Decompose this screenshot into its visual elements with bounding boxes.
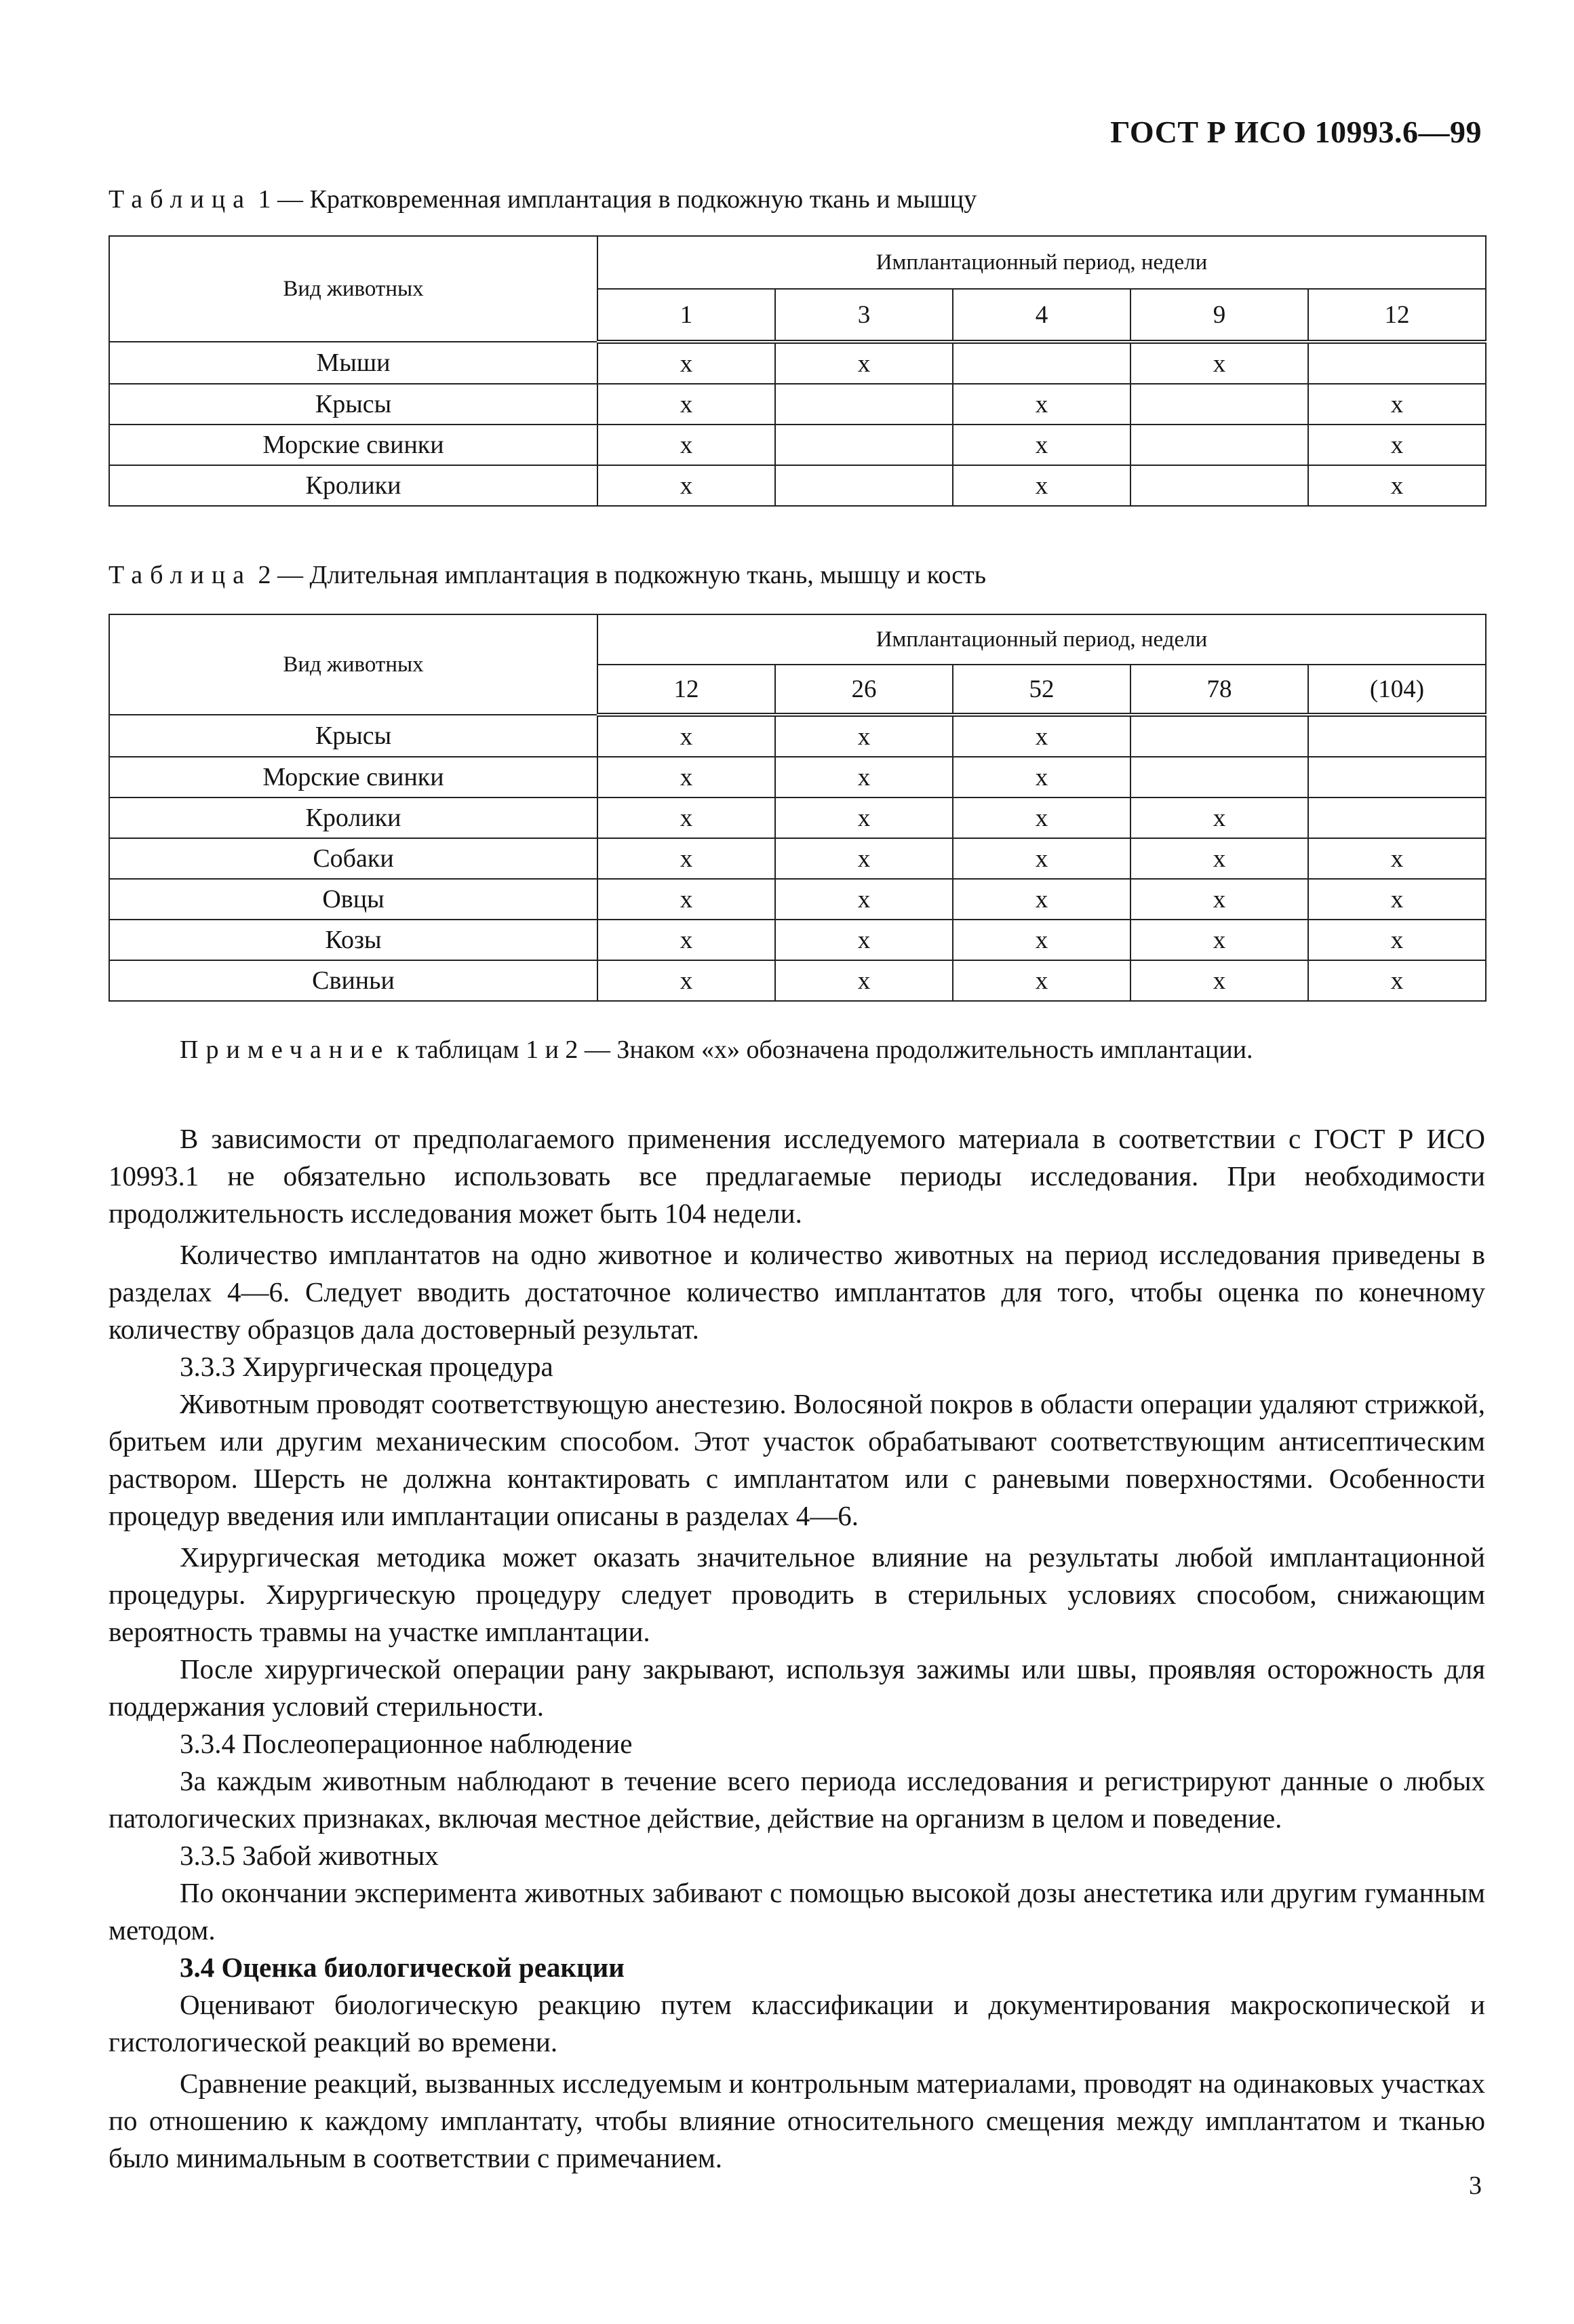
mark-cell: x [775,342,953,384]
mark-cell: x [775,715,953,757]
mark-cell: x [1308,384,1486,425]
mark-cell: x [597,920,775,960]
mark-cell: x [597,797,775,838]
animal-cell: Кролики [109,797,597,838]
mark-cell: x [953,797,1130,838]
mark-cell: x [1308,879,1486,920]
paragraph: После хирургической операции рану закрывают, используя зажимы или швы, проявляя осторожность для поддержания условий стерильности. [109,1653,1485,1722]
animal-cell: Морские свинки [109,425,597,465]
table-row [109,425,1486,465]
table1-header-period: Имплантационный период, недели [597,236,1486,289]
mark-cell [1308,715,1486,757]
animal-cell: Свиньи [109,960,597,1001]
table2-caption [109,560,986,590]
table1-header-animal: Вид животных [109,236,597,342]
paragraph: Животным проводят соответствующую анестезию. Волосяной покров в области операции удаляют стрижкой, бритьем или другим механическим способом. Этот участок обрабатывают соответствующим антисептическим раствором. Шерсть не должна контактировать с имплантатом или с раневыми поверхностями. Особенности процедур введения или имплантации описаны в разделах 4—6. [109,1388,1485,1531]
paragraph: Сравнение реакций, вызванных исследуемым и контрольным материалами, проводят на одинаковых участках по отношению к каждому имплантату, чтобы влияние относительного смещения между имплантатом и тканью было минимальным в соответствии с примечанием. [109,2068,1485,2173]
mark-cell: x [953,384,1130,425]
document-header: ГОСТ Р ИСО 10993.6—99 [1110,115,1482,149]
mark-cell: x [953,960,1130,1001]
table-row [109,797,1486,838]
page-number: 3 [1469,2171,1482,2200]
mark-cell: x [1308,960,1486,1001]
table2-header-period: Имплантационный период, недели [597,614,1486,665]
section-heading: 3.3.3 Хирургическая процедура [180,1351,553,1382]
mark-cell [1308,342,1486,384]
mark-cell: x [597,960,775,1001]
mark-cell: x [953,920,1130,960]
mark-cell: x [1130,960,1308,1001]
table2 [109,614,1487,1002]
table1-caption [109,184,977,214]
section-heading: 3.3.4 Послеоперационное наблюдение [180,1728,633,1759]
mark-cell: x [775,757,953,797]
table1-week: 3 [775,289,953,342]
table2-week: 52 [953,665,1130,715]
paragraph: За каждым животным наблюдают в течение всего периода исследования и регистрируют данные о любых патологических признаках, включая местное действие, действие на организм в целом и поведение. [109,1765,1485,1834]
mark-cell: x [775,960,953,1001]
mark-cell: x [597,879,775,920]
table1-week: 1 [597,289,775,342]
mark-cell: x [953,838,1130,879]
animal-cell: Собаки [109,838,597,879]
mark-cell: x [597,384,775,425]
mark-cell [1308,757,1486,797]
paragraph: Количество имплантатов на одно животное и количество животных на период исследования приведены в разделах 4—6. Следует вводить достаточное количество имплантатов для того, чтобы оценка по конечному количеству образцов дала достоверный результат. [109,1239,1485,1345]
table-row [109,838,1486,879]
mark-cell: x [1130,342,1308,384]
animal-cell: Крысы [109,715,597,757]
mark-cell: x [775,879,953,920]
animal-cell: Мыши [109,342,597,384]
mark-cell [775,465,953,506]
paragraph: Хирургическая методика может оказать значительное влияние на результаты любой имплантационной процедуры. Хирургическую процедуру следует проводить в стерильных условиях способом, снижающим вероятность травмы на участке имплантации. [109,1541,1485,1647]
mark-cell: x [775,920,953,960]
table-row [109,384,1486,425]
mark-cell: x [597,465,775,506]
mark-cell: x [597,715,775,757]
body-text [109,1120,1485,2177]
mark-cell: x [1130,879,1308,920]
mark-cell: x [597,838,775,879]
mark-cell: x [953,879,1130,920]
table1-week: 12 [1308,289,1486,342]
animal-cell: Козы [109,920,597,960]
mark-cell: x [953,465,1130,506]
table1-week: 4 [953,289,1130,342]
table-row [109,342,1486,384]
table1-caption-text: 1 — Кратковременная имплантация в подкожную ткань и мышцу [258,185,977,214]
section-heading: 3.4 Оценка биологической реакции [180,1952,625,1983]
paragraph: По окончании эксперимента животных забивают с помощью высокой дозы анестетика или другим гуманным методом. [109,1877,1485,1946]
mark-cell: x [597,342,775,384]
table2-caption-text: 2 — Длительная имплантация в подкожную ткань, мышцу и кость [258,561,987,589]
table-row [109,920,1486,960]
mark-cell [1130,384,1308,425]
mark-cell [775,384,953,425]
section-heading: 3.3.5 Забой животных [180,1840,439,1871]
mark-cell: x [1308,838,1486,879]
animal-cell: Кролики [109,465,597,506]
table2-week: (104) [1308,665,1486,715]
table2-week: 12 [597,665,775,715]
mark-cell: x [1308,465,1486,506]
animal-cell: Морские свинки [109,757,597,797]
table1-week: 9 [1130,289,1308,342]
table-note [180,1035,1253,1065]
table2-week: 26 [775,665,953,715]
mark-cell: x [1308,920,1486,960]
mark-cell: x [597,757,775,797]
note-text: к таблицам 1 и 2 — Знаком «х» обозначена продолжительность имплантации. [396,1036,1253,1064]
mark-cell: x [1130,838,1308,879]
table-row [109,715,1486,757]
paragraph: В зависимости от предполагаемого применения исследуемого материала в соответствии с ГОСТ Р ИСО 10993.1 не обязательно использовать все предлагаемые периоды исследования. При необходимости продолжительность исследования может быть 104 недели. [109,1123,1485,1229]
table-row [109,879,1486,920]
table2-header-animal: Вид животных [109,614,597,715]
mark-cell: x [1130,920,1308,960]
mark-cell: x [1130,797,1308,838]
mark-cell [1130,757,1308,797]
table-row [109,960,1486,1001]
mark-cell: x [1308,425,1486,465]
table-row [109,465,1486,506]
table2-caption-word: Таблица [109,561,252,589]
table1 [109,235,1487,507]
mark-cell [1130,715,1308,757]
mark-cell [775,425,953,465]
mark-cell [953,342,1130,384]
note-label: Примечание [180,1036,391,1064]
mark-cell: x [953,757,1130,797]
animal-cell: Овцы [109,879,597,920]
animal-cell: Крысы [109,384,597,425]
mark-cell: x [953,425,1130,465]
mark-cell [1130,425,1308,465]
paragraph: Оценивают биологическую реакцию путем классификации и документирования макроскопической и гистологической реакций во времени. [109,1989,1485,2057]
mark-cell: x [597,425,775,465]
mark-cell [1308,797,1486,838]
table-row [109,757,1486,797]
mark-cell: x [775,797,953,838]
mark-cell: x [953,715,1130,757]
table2-week: 78 [1130,665,1308,715]
mark-cell [1130,465,1308,506]
mark-cell: x [775,838,953,879]
table1-caption-word: Таблица [109,185,252,214]
